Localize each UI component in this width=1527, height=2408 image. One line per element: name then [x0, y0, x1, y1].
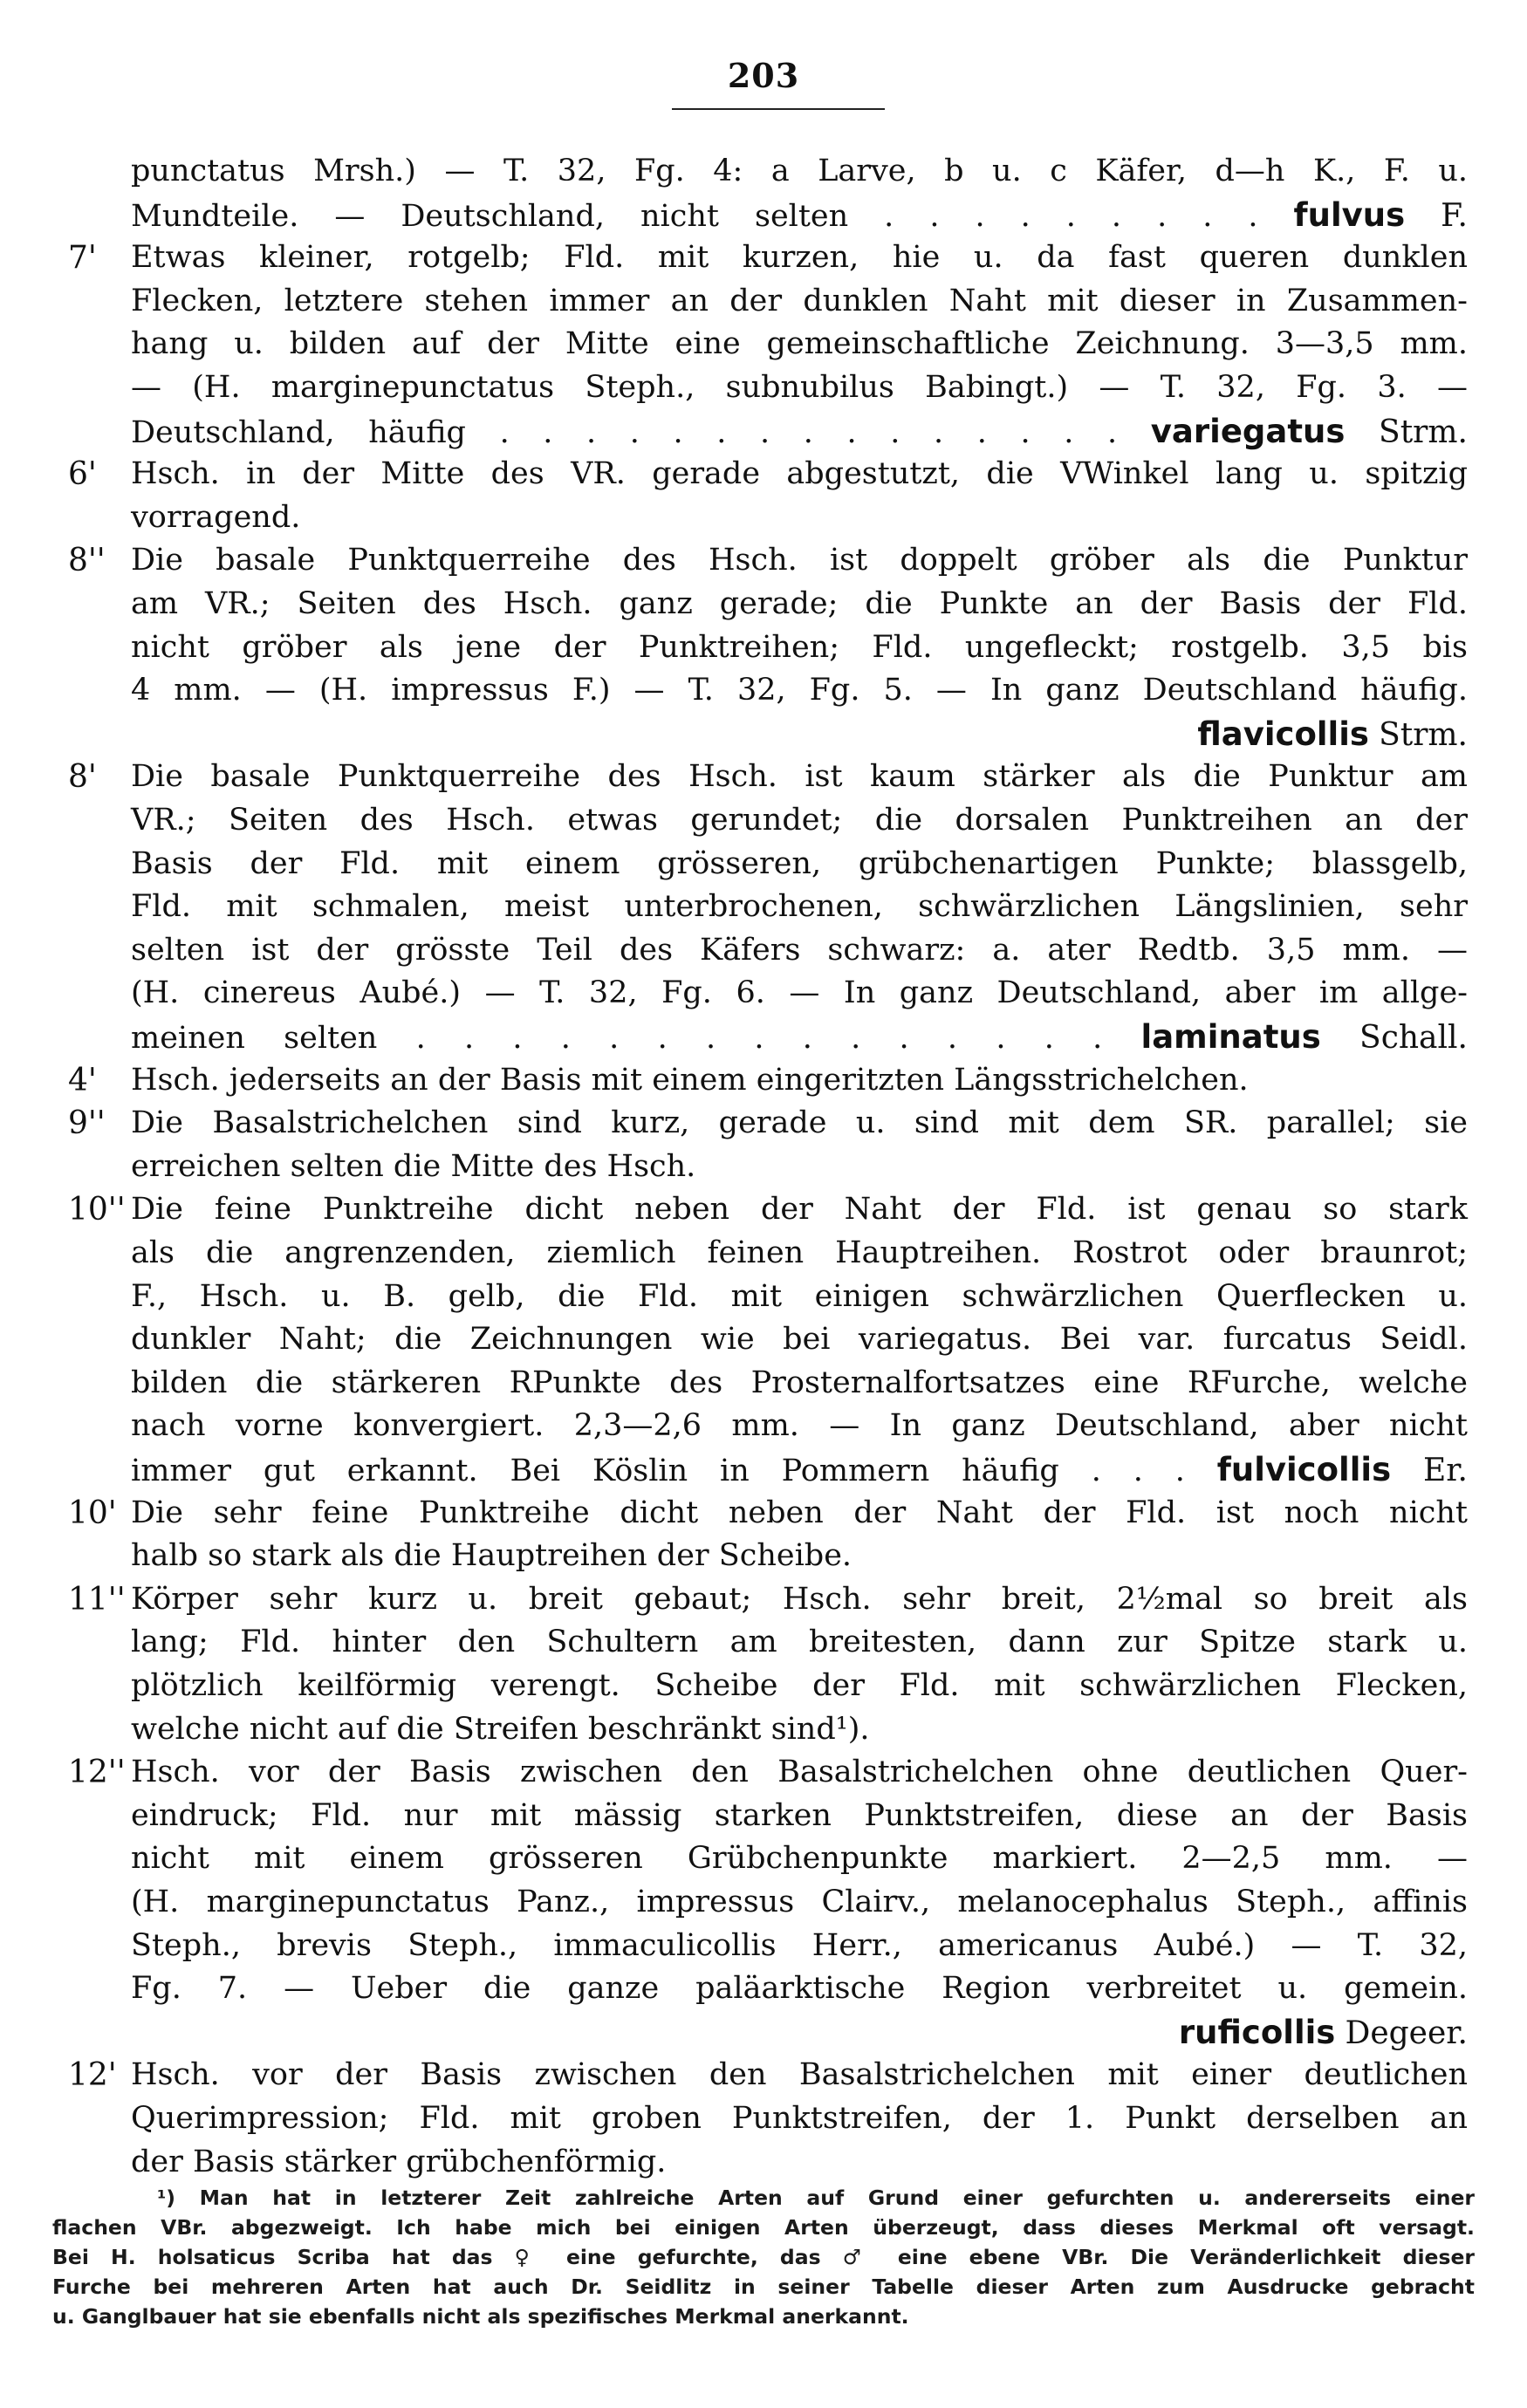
text-line [131, 323, 1468, 366]
text-line [131, 1837, 1468, 1880]
species-author: F. [1441, 197, 1468, 234]
footnote [52, 2183, 1475, 2331]
text-line [131, 496, 1468, 539]
text-line [131, 972, 1468, 1015]
footnote-line: ¹) Man hat in letzterer Zeit zahlreiche Arten auf Grund einer gefurchten u. andererseits einer [157, 2186, 1475, 2210]
species-name: flavicollis [1197, 715, 1369, 753]
text-line [131, 1665, 1468, 1707]
text-line [131, 1925, 1468, 1967]
text-line [131, 150, 1468, 193]
text-line [131, 1059, 1468, 1102]
line-text: Hsch. vor der Basis zwischen den Basalstrichelchen ohne deutlichen Quer- [131, 1755, 1468, 1790]
line-text: nicht gröber als jene der Punktreihen; Fld. ungefleckt; rostgelb. 3,5 bis [131, 629, 1468, 665]
text-line [131, 1708, 1468, 1751]
entry-number: 7' [68, 240, 97, 277]
line-text: immer gut erkannt. Bei Köslin in Pommern häufig . . . [131, 1453, 1185, 1488]
species-author: Strm. [1379, 414, 1468, 450]
text-line [131, 1146, 1468, 1188]
line-text: F., Hsch. u. B. gelb, die Fld. mit einigen schwärzlichen Querflecken u. [131, 1278, 1468, 1314]
entry-number: 12'' [68, 1755, 126, 1791]
text-line [131, 1318, 1468, 1361]
line-text: Die feine Punktreihe dicht neben der Naht der Fld. ist genau so stark [131, 1192, 1468, 1228]
text-line [131, 1578, 1468, 1621]
line-text: Hsch. vor der Basis zwischen den Basalstrichelchen mit einer deutlichen [131, 2057, 1468, 2093]
line-text: VR.; Seiten des Hsch. etwas gerundet; die dorsalen Punktreihen an der [131, 802, 1468, 838]
text-line [131, 2011, 1468, 2054]
line-text: Fg. 7. — Ueber die ganze paläarktische Region verbreitet u. gemein. [131, 1971, 1468, 2007]
footnote-line: u. Ganglbauer hat sie ebenfalls nicht als spezifisches Merkmal anerkannt. [52, 2304, 909, 2329]
text-line [131, 1881, 1468, 1924]
line-text: am VR.; Seiten des Hsch. ganz gerade; die Punkte an der Basis der Fld. [131, 585, 1468, 621]
text-line [131, 626, 1468, 669]
text-line [131, 799, 1468, 842]
text-line [131, 280, 1468, 323]
species-author: Er. [1423, 1452, 1468, 1488]
species-author: Degeer. [1345, 2015, 1468, 2051]
line-text: Basis der Fld. mit einem grösseren, grübchenartigen Punkte; blassgelb, [131, 845, 1468, 881]
species-author: Schall. [1359, 1019, 1468, 1056]
text-line [131, 2141, 1468, 2184]
species-author: Strm. [1379, 716, 1468, 753]
text-line [131, 1362, 1468, 1405]
text-line [131, 756, 1468, 798]
text-line [131, 669, 1468, 712]
line-text: Querimpression; Fld. mit groben Punktstreifen, der 1. Punkt derselben an [131, 2100, 1468, 2136]
line-text: welche nicht auf die Streifen beschränkt sind¹). [131, 1711, 870, 1747]
line-text: Hsch. in der Mitte des VR. gerade abgestutzt, die VWinkel lang u. spitzig [131, 456, 1468, 492]
text-line [131, 366, 1468, 409]
species-name: laminatus [1140, 1017, 1321, 1056]
line-text: 4 mm. — (H. impressus F.) — T. 32, Fg. 5. — In ganz Deutschland häufig. [131, 673, 1468, 708]
species-name: variegatus [1150, 412, 1346, 450]
text-line [131, 410, 1468, 453]
line-text: Etwas kleiner, rotgelb; Fld. mit kurzen, hie u. da fast queren dunklen [131, 240, 1468, 276]
text-line [131, 1232, 1468, 1275]
line-text: erreichen selten die Mitte des Hsch. [131, 1148, 696, 1184]
text-line [131, 1405, 1468, 1447]
line-text: (H. cinereus Aubé.) — T. 32, Fg. 6. — In ganz Deutschland, aber im allge- [131, 975, 1468, 1011]
line-text: Deutschland, häufig . . . . . . . . . . . . . . . [131, 414, 1118, 450]
line-text: eindruck; Fld. nur mit mässig starken Punktstreifen, diese an der Basis [131, 1797, 1468, 1833]
line-text: Die basale Punktquerreihe des Hsch. ist doppelt gröber als die Punktur [131, 543, 1468, 578]
text-line [131, 843, 1468, 886]
text-line [131, 1448, 1468, 1491]
line-text: Hsch. jederseits an der Basis mit einem eingeritzten Längsstrichelchen. [131, 1062, 1249, 1098]
text-line [131, 583, 1468, 626]
text-line [131, 1102, 1468, 1145]
text-line [131, 2054, 1468, 2097]
page-number-rule [672, 108, 885, 110]
line-text: Flecken, letztere stehen immer an der dunklen Naht mit dieser in Zusammen- [131, 283, 1468, 318]
line-text: hang u. bilden auf der Mitte eine gemeinschaftliche Zeichnung. 3—3,5 mm. [131, 326, 1468, 362]
entry-number: 10'' [68, 1192, 126, 1228]
text-line [131, 1621, 1468, 1664]
line-text: nach vorne konvergiert. 2,3—2,6 mm. — In ganz Deutschland, aber nicht [131, 1408, 1468, 1444]
text-line [131, 1795, 1468, 1837]
line-text: (H. marginepunctatus Panz., impressus Clairv., melanocephalus Steph., affinis [131, 1884, 1468, 1919]
text-line [131, 1188, 1468, 1231]
entry-number: 9'' [68, 1105, 106, 1142]
text-line [131, 453, 1468, 496]
entry-number: 8'' [68, 543, 106, 579]
entry-number: 6' [68, 456, 97, 493]
text-line [131, 1492, 1468, 1535]
text-line [131, 2097, 1468, 2140]
text-line [131, 236, 1468, 279]
footnote-line: Furche bei mehreren Arten hat auch Dr. Seidlitz in seiner Tabelle dieser Arten zum Ausdrucke gebracht [52, 2275, 1475, 2299]
line-text: als die angrenzenden, ziemlich feinen Hauptreihen. Rostrot oder braunrot; [131, 1235, 1468, 1270]
text-line [131, 194, 1468, 236]
footnote-line: flachen VBr. abgezweigt. Ich habe mich bei einigen Arten überzeugt, dass dieses Merkmal oft versagt. [52, 2215, 1475, 2240]
line-text: plötzlich keilförmig verengt. Scheibe der Fld. mit schwärzlichen Flecken, [131, 1667, 1468, 1703]
line-text: Mundteile. — Deutschland, nicht selten . . . . . . . . . [131, 198, 1258, 234]
text-line [131, 1751, 1468, 1794]
species-name: ruficollis [1178, 2013, 1336, 2051]
species-name: fulvus [1293, 195, 1406, 234]
line-text: bilden die stärkeren RPunkte des Prosternalfortsatzes eine RFurche, welche [131, 1365, 1468, 1400]
text-line [131, 1967, 1468, 2010]
text-line [131, 539, 1468, 582]
text-line [131, 1276, 1468, 1318]
species-name: fulvicollis [1216, 1450, 1392, 1488]
entry-number: 4' [68, 1062, 97, 1098]
line-text: punctatus Mrsh.) — T. 32, Fg. 4: a Larve, b u. c Käfer, d—h K., F. u. [131, 154, 1468, 188]
entry-number: 12' [68, 2057, 117, 2094]
line-text: halb so stark als die Hauptreihen der Scheibe. [131, 1538, 853, 1574]
entry-number: 11'' [68, 1581, 126, 1618]
line-text: meinen selten . . . . . . . . . . . . . . . [131, 1020, 1103, 1056]
footnote-line: Bei H. holsaticus Scriba hat das ♀ eine gefurchte, das ♂ eine ebene VBr. Die Veränderlichkeit dieser [52, 2245, 1475, 2269]
page-number: 203 [727, 56, 800, 95]
line-text: vorragend. [131, 499, 301, 535]
text-line [131, 886, 1468, 928]
line-text: Steph., brevis Steph., immaculicollis Herr., americanus Aubé.) — T. 32, [131, 1927, 1468, 1963]
line-text: dunkler Naht; die Zeichnungen wie bei variegatus. Bei var. furcatus Seidl. [131, 1322, 1468, 1358]
line-text: Körper sehr kurz u. breit gebaut; Hsch. sehr breit, 2½mal so breit als [131, 1581, 1468, 1617]
entry-number: 8' [68, 759, 97, 796]
text-line [131, 713, 1468, 756]
line-text: der Basis stärker grübchenförmig. [131, 2144, 667, 2179]
text-line [131, 1535, 1468, 1577]
text-line [131, 1016, 1468, 1058]
line-text: Fld. mit schmalen, meist unterbrochenen, schwärzlichen Längslinien, sehr [131, 889, 1468, 925]
entry-number: 10' [68, 1495, 117, 1531]
text-line [131, 929, 1468, 972]
line-text: nicht mit einem grösseren Grübchenpunkte markiert. 2—2,5 mm. — [131, 1841, 1468, 1877]
line-text: Die basale Punktquerreihe des Hsch. ist kaum stärker als die Punktur am [131, 759, 1468, 795]
line-text: — (H. marginepunctatus Steph., subnubilus Babingt.) — T. 32, Fg. 3. — [131, 369, 1468, 405]
line-text: lang; Fld. hinter den Schultern am breitesten, dann zur Spitze stark u. [131, 1625, 1468, 1660]
line-text: Die sehr feine Punktreihe dicht neben der Naht der Fld. ist noch nicht [131, 1495, 1468, 1530]
line-text: selten ist der grösste Teil des Käfers schwarz: a. ater Redtb. 3,5 mm. — [131, 932, 1468, 968]
line-text: Die Basalstrichelchen sind kurz, gerade u. sind mit dem SR. parallel; sie [131, 1105, 1468, 1141]
